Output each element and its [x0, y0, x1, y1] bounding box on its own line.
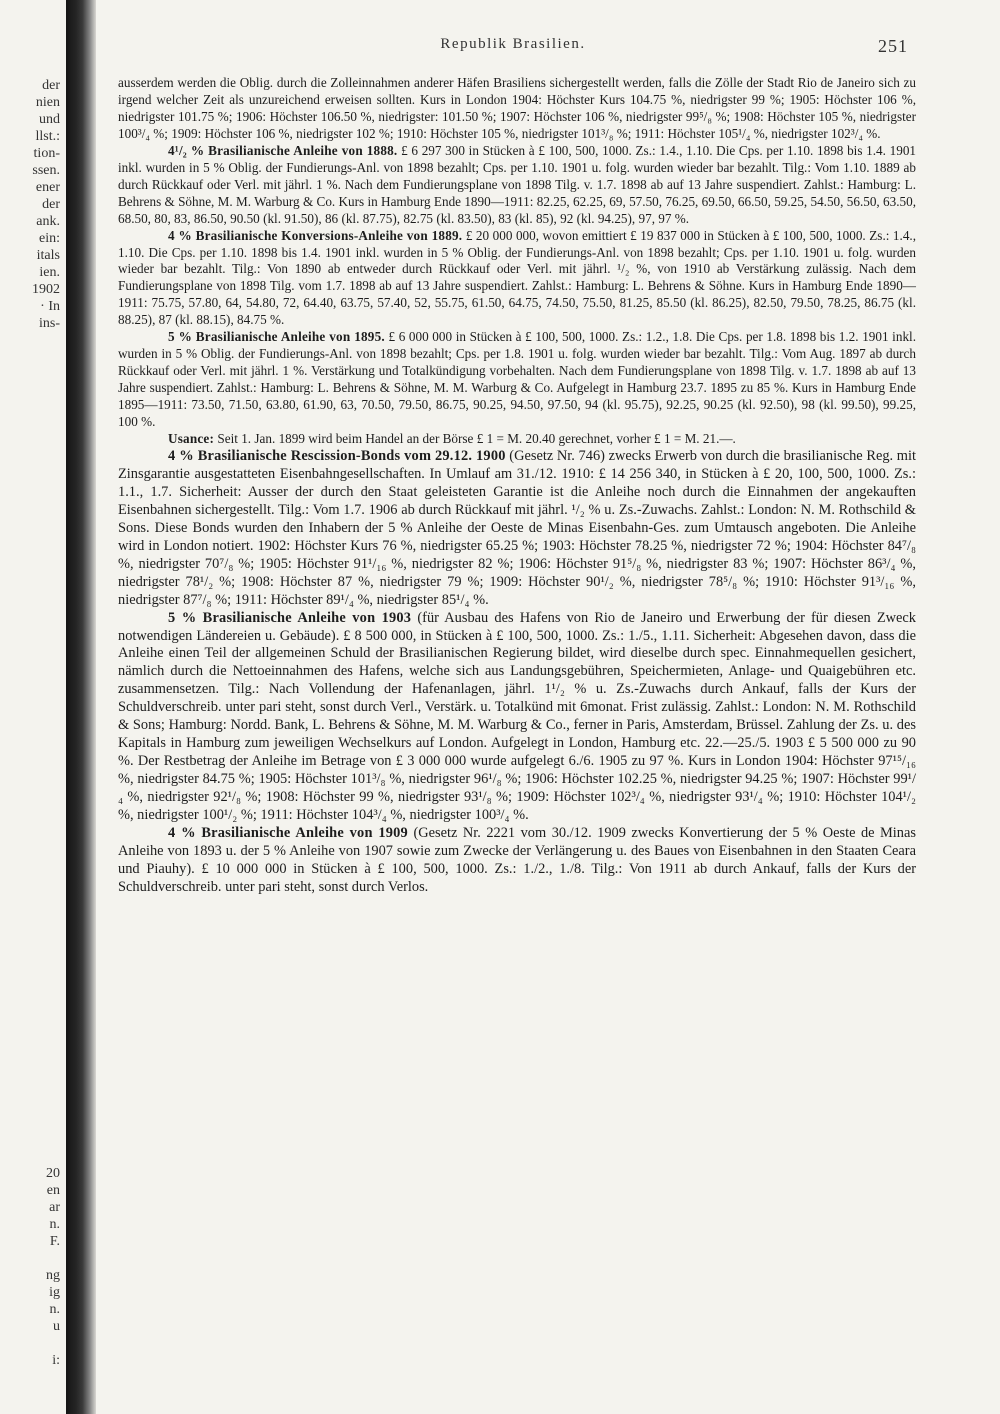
paragraph-text: Seit 1. Jan. 1899 wird beim Handel an der Börse £ 1 = M. 20.40 gerechnet, vorher £ 1 = M. 21.—. [217, 431, 736, 447]
paragraph-anleihe-1895 [118, 329, 916, 431]
paragraph-anleihe-1888 [118, 143, 916, 228]
margin-fragment: · In [40, 299, 60, 314]
margin-fragment: ien. [39, 265, 60, 280]
paragraph-anleihe-1903 [118, 610, 916, 825]
margin-fragment: der [42, 78, 60, 93]
paragraph-konversions-anleihe-1889 [118, 228, 916, 330]
margin-fragment: tion- [33, 146, 60, 161]
margin-fragment: ank. [36, 214, 60, 229]
margin-fragment: i: [52, 1353, 60, 1368]
margin-fragment: und [39, 112, 60, 127]
paragraph-heading: 5 % Brasilianische Anleihe von 1895. [168, 329, 385, 345]
margin-fragment: ssen. [32, 163, 60, 178]
margin-fragment: n. [49, 1302, 60, 1317]
paragraph-text: £ 6 000 000 in Stücken à £ 100, 500, 1000. Zs.: 1.2., 1.8. Die Cps. per 1.8. 1898 bis 1.2. 1901 inkl. wurden in 5 % Oblig. der Fundierungs-Anl. von 1898 bezahlt; Cps. per 1.8. 1901 u. folg. wurden wieder bar bezahlt. Tilg.: Vom Aug. 1897 ab durch Rückkauf oder Verl. mit jährl. 1 %. Verstärkung und Totalkündigung vorbehalten. Nach dem Fundierungsplane von 1898 Tilg. v. 1.7. 1898 ab auf 13 Jahre suspendiert. Zahlst.: Hamburg: L. Behrens & Söhne, M. M. Warburg & Co. Aufgelegt in Hamburg 23.7. 1895 zu 85 %. Kurs in Hamburg Ende 1895—1911: 73.50, 71.50, 63.80, 61.90, 63, 70.50, 79.50, 86.75, 90.25, 94.50, 97.50, 94 (kl. 95.75), 92.25, 90.25 (kl. 92.50), 98 (kl. 99.50), 99.25, 100 %. [118, 329, 916, 430]
margin-fragment: F. [49, 1234, 60, 1249]
paragraph-rescission-bonds-1900 [118, 448, 916, 610]
margin-fragment: llst.: [35, 129, 60, 144]
margin-fragment: n. [49, 1217, 60, 1232]
margin-fragment: ig [49, 1285, 60, 1300]
running-header [118, 36, 908, 60]
margin-fragment: ein: [39, 231, 60, 246]
margin-fragment: ins- [39, 316, 60, 331]
margin-fragment: itals [36, 248, 60, 263]
paragraph-text: (Gesetz Nr. 2221 vom 30./12. 1909 zwecks Konvertierung der 5 % Oeste de Minas Anleihe von 1893 u. der 5 % Anleihe von 1907 sowie zum Zwecke der Verlängerung u. des Baues von Eisenbahnen in den Staaten Ceara und Piauhy). £ 10 000 000 in Stücken à £ 100, 500, 1000. Zs.: 1./2., 1./8. Tilg.: Von 1911 ab durch Ankauf, falls der Kurs der Schuldverschreib. unter pari steht, sonst durch Verlos. [118, 824, 916, 895]
lower-section [118, 448, 916, 897]
paragraph-text: (für Ausbau des Hafens von Rio de Janeiro und Erwerbung der für diesen Zweck notwendigen Ländereien u. Gebäude). £ 8 500 000, in Stücken à £ 100, 500, 1000. Zs.: 1./5., 1.11. Sicherheit: Abgesehen davon, dass die Anleihe einen Teil der allgemeinen Schuld der Brasilianischen Regierung bildet, wird dieselbe durch spec. Einnahmequellen gesichert, nämlich durch die Nettoeinnahmen des Hafens, welche sich aus Landungsgebühren, Speichermieten, Anlage- und Quaigebühren etc. zusammensetzen. Tilg.: Nach Vollendung der Hafenanlagen, jährl. 1¹/₂ % u. Zs.-Zuwachs durch Ankauf, falls der Kurs der Schuldverschreib. unter pari steht, sonst durch Verl., Verstärk. u. Totalkünd mit 6monat. Frist zulässig. Zahlst.: London: N. M. Rothschild & Sons; Hamburg: Nordd. Bank, L. Behrens & Söhne, M. M. Warburg & Co., ferner in Paris, Amsterdam, Brüssel. Zahlung der Zs. u. des Kapitals in Hamburg zum jeweiligen Wechselkurs auf London. Aufgelegt in London, Hamburg etc. 22.—25./5. 1903 £ 5 500 000 zu 90 %. Der Restbetrag der Anleihe im Betrage von £ 3 000 000 wurde aufgelegt 6./6. 1905 zu 97 %. Kurs in London 1904: Höchster 97¹⁵/₁₆ %, niedrigster 84.75 %; 1905: Höchster 101³/₈ %, niedrigster 96¹/₈ %; 1906: Höchster 102.25 %, niedrigster 94.25 %; 1907: Höchster 99¹/₄ %, niedrigster 92¹/₈ %; 1908: Höchster 99 %, niedrigster 93¹/₈ %; 1909: Höchster 102³/₄ %, niedrigster 93¹/₄ %; 1910: Höchster 104¹/₂ %, niedrigster 100¹/₂ %; 1911: Höchster 104³/₄ %, niedrigster 100³/₄ %. [118, 609, 916, 824]
paragraph-text: £ 6 297 300 in Stücken à £ 100, 500, 1000. Zs.: 1.4., 1.10. Die Cps. per 1.10. 1898 bis 1.4. 1901 inkl. wurden in 5 % Oblig. der Fundierungs-Anl. von 1898 bezahlt; Cps. per 1.10. 1901 u. folg. wurden wieder bar bezahlt. Tilg.: Vom 1.10. 1889 ab durch Rückkauf oder Verl. mit jährl. 1 %. Nach dem Fundierungsplane von 1898 Tilg. v. 1.7. 1898 ab auf 13 Jahre suspendiert. Zahlst.: Hamburg: L. Behrens & Söhne, M. M. Warburg & Co. Kurs in Hamburg Ende 1890—1911: 82.25, 62.25, 69, 57.50, 76.25, 69.50, 66.50, 59.25, 54.50, 56.50, 63.50, 68.50, 80, 83, 86.50, 90.50 (kl. 91.50), 86 (kl. 87.75), 82.75 (kl. 83.50), 83 (kl. 85), 92 (kl. 94.25), 97, 97 %. [118, 142, 917, 226]
paragraph-text: £ 20 000 000, wovon emittiert £ 19 837 000 in Stücken à £ 100, 500, 1000. Zs.: 1.4., 1.10. Die Cps. per 1.10. 1898 bis 1.4. 1901 inkl. wurden in 5 % Oblig. der Fundierungs-Anl. von 1898 bezahlt; Cps. per 1.10. 1901 u. folg. wurden wieder bar bezahlt. Tilg.: Von 1890 ab entweder durch Rückkauf oder Verl. mit jährl. ¹/₂ %, von 1910 ab Verstärkung zulässig. Nach dem Fundierungsplane von 1898 Tilg. vom 1.7. 1898 ab auf 13 Jahre suspendiert. Zahlst.: Hamburg: L. Behrens & Söhne. Kurs in Hamburg Ende 1890—1911: 75.75, 57.80, 64, 54.80, 72, 64.40, 63.75, 57.40, 52, 55.75, 61.50, 64.75, 74.50, 75.50, 81.25, 85.50 (kl. 86.25), 82.50, 79.50, 78.25, 86.75 (kl. 88.25), 87 (kl. 88.15), 84.75 %. [118, 227, 917, 328]
paragraph-anleihe-1909 [118, 825, 916, 897]
page-body [118, 75, 916, 897]
paragraph-heading: 4¹/₂ % Brasilianische Anleihe von 1888. [168, 142, 398, 158]
margin-fragment: en [46, 1183, 60, 1198]
adjacent-page-margin [0, 0, 64, 1414]
header-title: Republik Brasilien. [440, 36, 586, 52]
margin-fragment: 1902 [32, 282, 60, 297]
paragraph-heading: Usance: [168, 431, 215, 447]
paragraph-usance [118, 431, 916, 448]
margin-fragment: ar [49, 1200, 60, 1215]
paragraph-heading: 4 % Brasilianische Konversions-Anleihe von 1889. [168, 227, 463, 243]
paragraph-heading: 5 % Brasilianische Anleihe von 1903 [168, 609, 412, 626]
margin-fragment: ng [46, 1268, 60, 1283]
book-gutter-shadow [66, 0, 96, 1414]
paragraph-heading: 4 % Brasilianische Rescission-Bonds vom 29.12. 1900 [168, 447, 506, 464]
margin-fragment: der [42, 197, 60, 212]
margin-fragment: nien [35, 95, 60, 110]
margin-fragment: ener [35, 180, 60, 195]
page-number: 251 [878, 36, 908, 56]
margin-fragment: 20 [46, 1166, 60, 1181]
paragraph-continuation [118, 75, 916, 143]
paragraph-text: (Gesetz Nr. 746) zwecks Erwerb von durch die brasilianische Reg. mit Zinsgarantie ausgestatteten Eisenbahngesellschaften. In Umlauf am 31./12. 1910: £ 14 256 340, in Stücken à £ 20, 100, 500, 1000. Zs.: 1.1., 1.7. Sicherheit: Ausser der durch den Staat geleisteten Garantie ist die Anleihe noch durch die Einnahmen der angekauften Eisenbahnen sichergestellt. Tilg.: Vom 1.7. 1906 ab durch Rückkauf mit jährl. ¹/₂ % u. Zs.-Zuwachs. Zahlst.: London: N. M. Rothschild & Sons. Diese Bonds wurden den Inhabern der 5 % Anleihe der Oeste de Minas Eisenbahn-Ges. zum Umtausch angeboten. Die Anleihe wird in London notiert. 1902: Höchster Kurs 76 %, niedrigster 65.25 %; 1903: Höchster 78.25 %, niedrigster 72 %; 1904: Höchster 84⁷/₈ %, niedrigster 70⁷/₈ %; 1905: Höchster 91¹/₁₆ %, niedrigster 82 %; 1906: Höchster 91⁵/₈ %, niedrigster 83 %; 1907: Höchster 86³/₄ %, niedrigster 78¹/₂ %; 1908: Höchster 87 %, niedrigster 79 %; 1909: Höchster 90¹/₂ %, niedrigster 78⁵/₈ %; 1910: Höchster 91³/₁₆ %, niedrigster 87⁷/₈ %; 1911: Höchster 89¹/₄ %, niedrigster 85¹/₄ %. [118, 447, 916, 608]
paragraph-text: ausserdem werden die Oblig. durch die Zolleinnahmen anderer Häfen Brasiliens sichergestellt werden, falls die Zölle der Stadt Rio de Janeiro sich zu irgend welcher Zeit als unzureichend erweisen sollten. Kurs in London 1904: Höchster Kurs 104.75 %, niedrigster 99 %; 1905: Höchster 106 %, niedrigster 101.75 %; 1906: Höchster 106.50 %, niedrigster: 101.50 %; 1907: Höchster 106 %, niedrigster 99⁵/₈ %; 1908: Höchster 105 %, niedrigster 100³/₄ %; 1909: Höchster 106 %, niedrigster 102 %; 1910: Höchster 105 %, niedrigster 101³/₈ %; 1911: Höchster 105¹/₄ %, niedrigster 102³/₄ %. [118, 75, 916, 141]
margin-fragment: u [53, 1319, 60, 1334]
paragraph-heading: 4 % Brasilianische Anleihe von 1909 [168, 824, 408, 841]
